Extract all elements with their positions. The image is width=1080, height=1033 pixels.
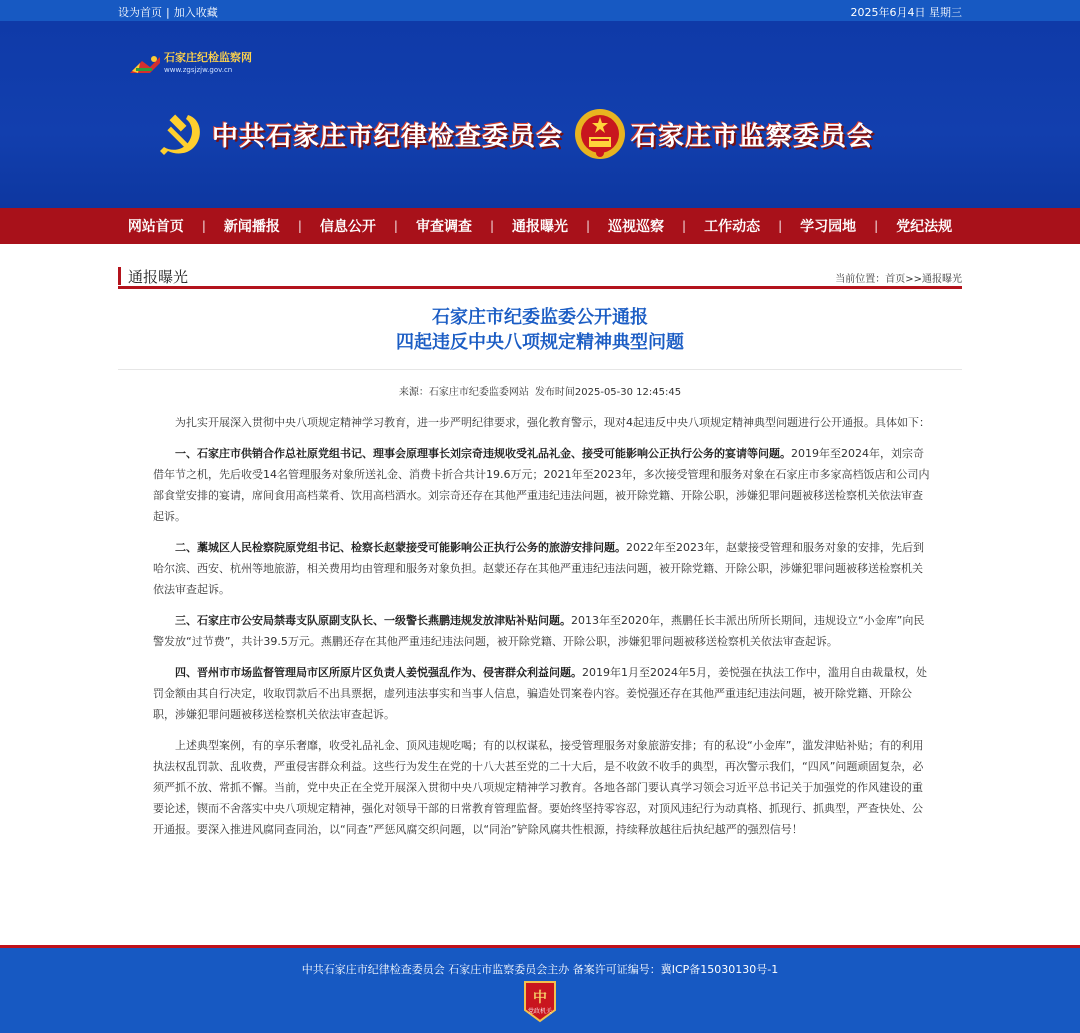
case-body-1: 2019年至2024年，刘宗奇借年节之机，先后收受14名管理服务对象所送礼金、消费卡折合共计19.6万元；2021年至2023年，多次接受管理和服务对象在石家庄市多家高档饭店和公司内部食堂安排的宴请，席间食用高档菜肴、饮用高档酒水。刘宗奇还存在其他严重违纪违法问题，被开除党籍、开除公职，涉嫌犯罪问题被移送检察机关依法审查起诉。: [153, 447, 930, 523]
nav-divider: |: [393, 219, 398, 233]
site-logo-icon: [128, 51, 162, 77]
section-header: [118, 265, 962, 289]
nav-item-work-news[interactable]: 工作动态: [704, 219, 761, 235]
site-logo-url: www.zgsjzjw.gov.cn: [164, 66, 233, 74]
article-publish-time: 发布时间2025-05-30 12:45:45: [534, 387, 682, 398]
article-meta: [118, 383, 962, 398]
article-conclusion: 上述典型案例，有的享乐奢靡，收受礼品礼金、顶风违规吃喝；有的以权谋私，接受管理服务对象旅游安排；有的私设“小金库”，滥发津贴补贴；有的利用执法权乱罚款、乱收费，严重侵害群众利益。这些行为发生在党的十八大甚至党的二十大后，是不收敛不收手的典型，再次警示我们，“四风”问题顽固复杂，必须严抓不放、常抓不懈。当前，党中央正在全党开展深入贯彻中央八项规定精神学习教育。各地各部门要认真学习领会习近平总书记关于加强党的作风建设的重要论述，锲而不舍落实中央八项规定精神，强化对领导干部的日常教育管理监督。要始终坚持零容忍，对顶风违纪行为动真格、抓现行、抓典型，严查快处、公开通报。要深入推进风腐同查同治，以“同查”严惩风腐交织问题，以“同治”铲除风腐共性根源，持续释放越往后执纪越严的强烈信号！: [153, 739, 924, 836]
case-paragraph-2: [153, 537, 931, 600]
case-body-2: 2022年至2023年，赵蒙接受管理和服务对象的安排，先后到哈尔滨、西安、杭州等地旅游，相关费用均由管理和服务对象负担。赵蒙还存在其他严重违纪违法问题，被开除党籍、开除公职，涉嫌犯罪问题被移送检察机关依法审查起诉。: [153, 541, 924, 596]
article-intro: 为扎实开展深入贯彻中央八项规定精神学习教育，进一步严明纪律要求，强化教育警示，现对4起违反中央八项规定精神典型问题进行公开通报。具体如下：: [175, 416, 930, 429]
current-date: 2025年6月4日 星期三: [850, 6, 962, 19]
case-body-3: 2013年至2020年，燕鹏任长丰派出所所长期间，违规设立“小金库”向民警发放“过节费”，共计39.5万元。燕鹏还存在其他严重违纪违法问题，被开除党籍、开除公职，涉嫌犯罪问题被移送检察机关依法审查起诉。: [153, 614, 925, 648]
case-heading-3: 三、石家庄市公安局禁毒支队原副支队长、一级警长燕鹏违规发放津贴补贴问题。: [175, 614, 571, 627]
badge-text: 党政机关: [527, 1008, 553, 1015]
breadcrumb-home-link[interactable]: 首页: [885, 274, 906, 285]
party-emblem-icon: [158, 109, 206, 159]
case-heading-4: 四、晋州市市场监督管理局市区所原片区负责人姜悦强乱作为、侵害群众利益问题。: [175, 666, 582, 679]
case-paragraph-1: [153, 443, 931, 527]
top-bar-links: [118, 4, 218, 20]
nav-divider: |: [778, 219, 783, 233]
set-home-link[interactable]: 设为首页: [118, 6, 162, 19]
footer-info: 中共石家庄市纪律检查委员会 石家庄市监察委员会主办 备案许可证编号：冀ICP备15030130号-1: [301, 963, 779, 976]
breadcrumb-separator: >>: [905, 274, 922, 285]
banner-title-left: 中共石家庄市纪律检查委员会: [212, 121, 564, 152]
article-body: [153, 412, 931, 850]
article-title-line2: 四起违反中央八项规定精神典型问题: [396, 332, 684, 353]
article-source: 来源：石家庄市纪委监委网站: [398, 387, 529, 398]
bookmark-link[interactable]: 加入收藏: [173, 6, 218, 19]
banner-title: [158, 107, 874, 161]
nav-divider: |: [201, 219, 206, 233]
breadcrumb-prefix: 当前位置：: [835, 274, 886, 285]
party-government-badge-icon[interactable]: [523, 980, 557, 1023]
nav-divider: |: [874, 219, 879, 233]
nav-item-news[interactable]: 新闻播报: [223, 219, 280, 235]
site-logo-name: 石家庄纪检监察网: [164, 51, 252, 64]
footer: [0, 948, 1080, 1033]
article-title-line1: 石家庄市纪委监委公开通报: [432, 307, 648, 328]
header-banner: [0, 21, 1080, 208]
nav-divider: |: [682, 219, 687, 233]
case-paragraph-3: [153, 610, 931, 652]
nav-item-study[interactable]: 学习园地: [800, 219, 857, 235]
breadcrumb: [835, 270, 962, 285]
badge-char: 中: [533, 990, 547, 1006]
case-body-4: 2019年1月至2024年5月，姜悦强在执法工作中，滥用自由裁量权，处罚金额由其自行决定，收取罚款后不出具票据，虚列违法事实和当事人信息，骗造处罚案卷内容。姜悦强还存在其他严重违纪违法问题，被开除党籍、开除公职，涉嫌犯罪问题被移送检察机关依法审查起诉。: [153, 666, 927, 721]
main-nav: [0, 208, 1080, 244]
top-bar-separator: |: [166, 6, 170, 19]
case-heading-1: 一、石家庄市供销合作总社原党组书记、理事会原理事长刘宗奇违规收受礼品礼金、接受可能影响公正执行公务的宴请等问题。: [175, 447, 791, 460]
banner-title-right: 石家庄市监察委员会: [631, 121, 875, 152]
nav-item-regulations[interactable]: 党纪法规: [896, 219, 953, 235]
nav-divider: |: [297, 219, 302, 233]
title-divider: [118, 369, 962, 370]
site-logo[interactable]: [128, 51, 252, 77]
nav-item-inspection[interactable]: 巡视巡察: [608, 219, 665, 235]
breadcrumb-current-link[interactable]: 通报曝光: [922, 274, 962, 285]
nav-item-info-disclosure[interactable]: 信息公开: [319, 219, 376, 235]
section-title: 通报曝光: [128, 268, 189, 286]
nav-item-investigation[interactable]: 审查调查: [415, 219, 472, 235]
nav-item-home[interactable]: 网站首页: [127, 219, 184, 235]
nav-divider: |: [586, 219, 591, 233]
national-emblem-icon: [573, 107, 627, 161]
section-accent-bar: [118, 267, 121, 285]
article-title: [118, 305, 962, 355]
case-heading-2: 二、藁城区人民检察院原党组书记、检察长赵蒙接受可能影响公正执行公务的旅游安排问题。: [175, 541, 626, 554]
nav-item-exposure[interactable]: 通报曝光: [512, 219, 568, 235]
case-paragraph-4: [153, 662, 931, 725]
top-bar: [0, 0, 1080, 21]
nav-divider: |: [489, 219, 494, 233]
